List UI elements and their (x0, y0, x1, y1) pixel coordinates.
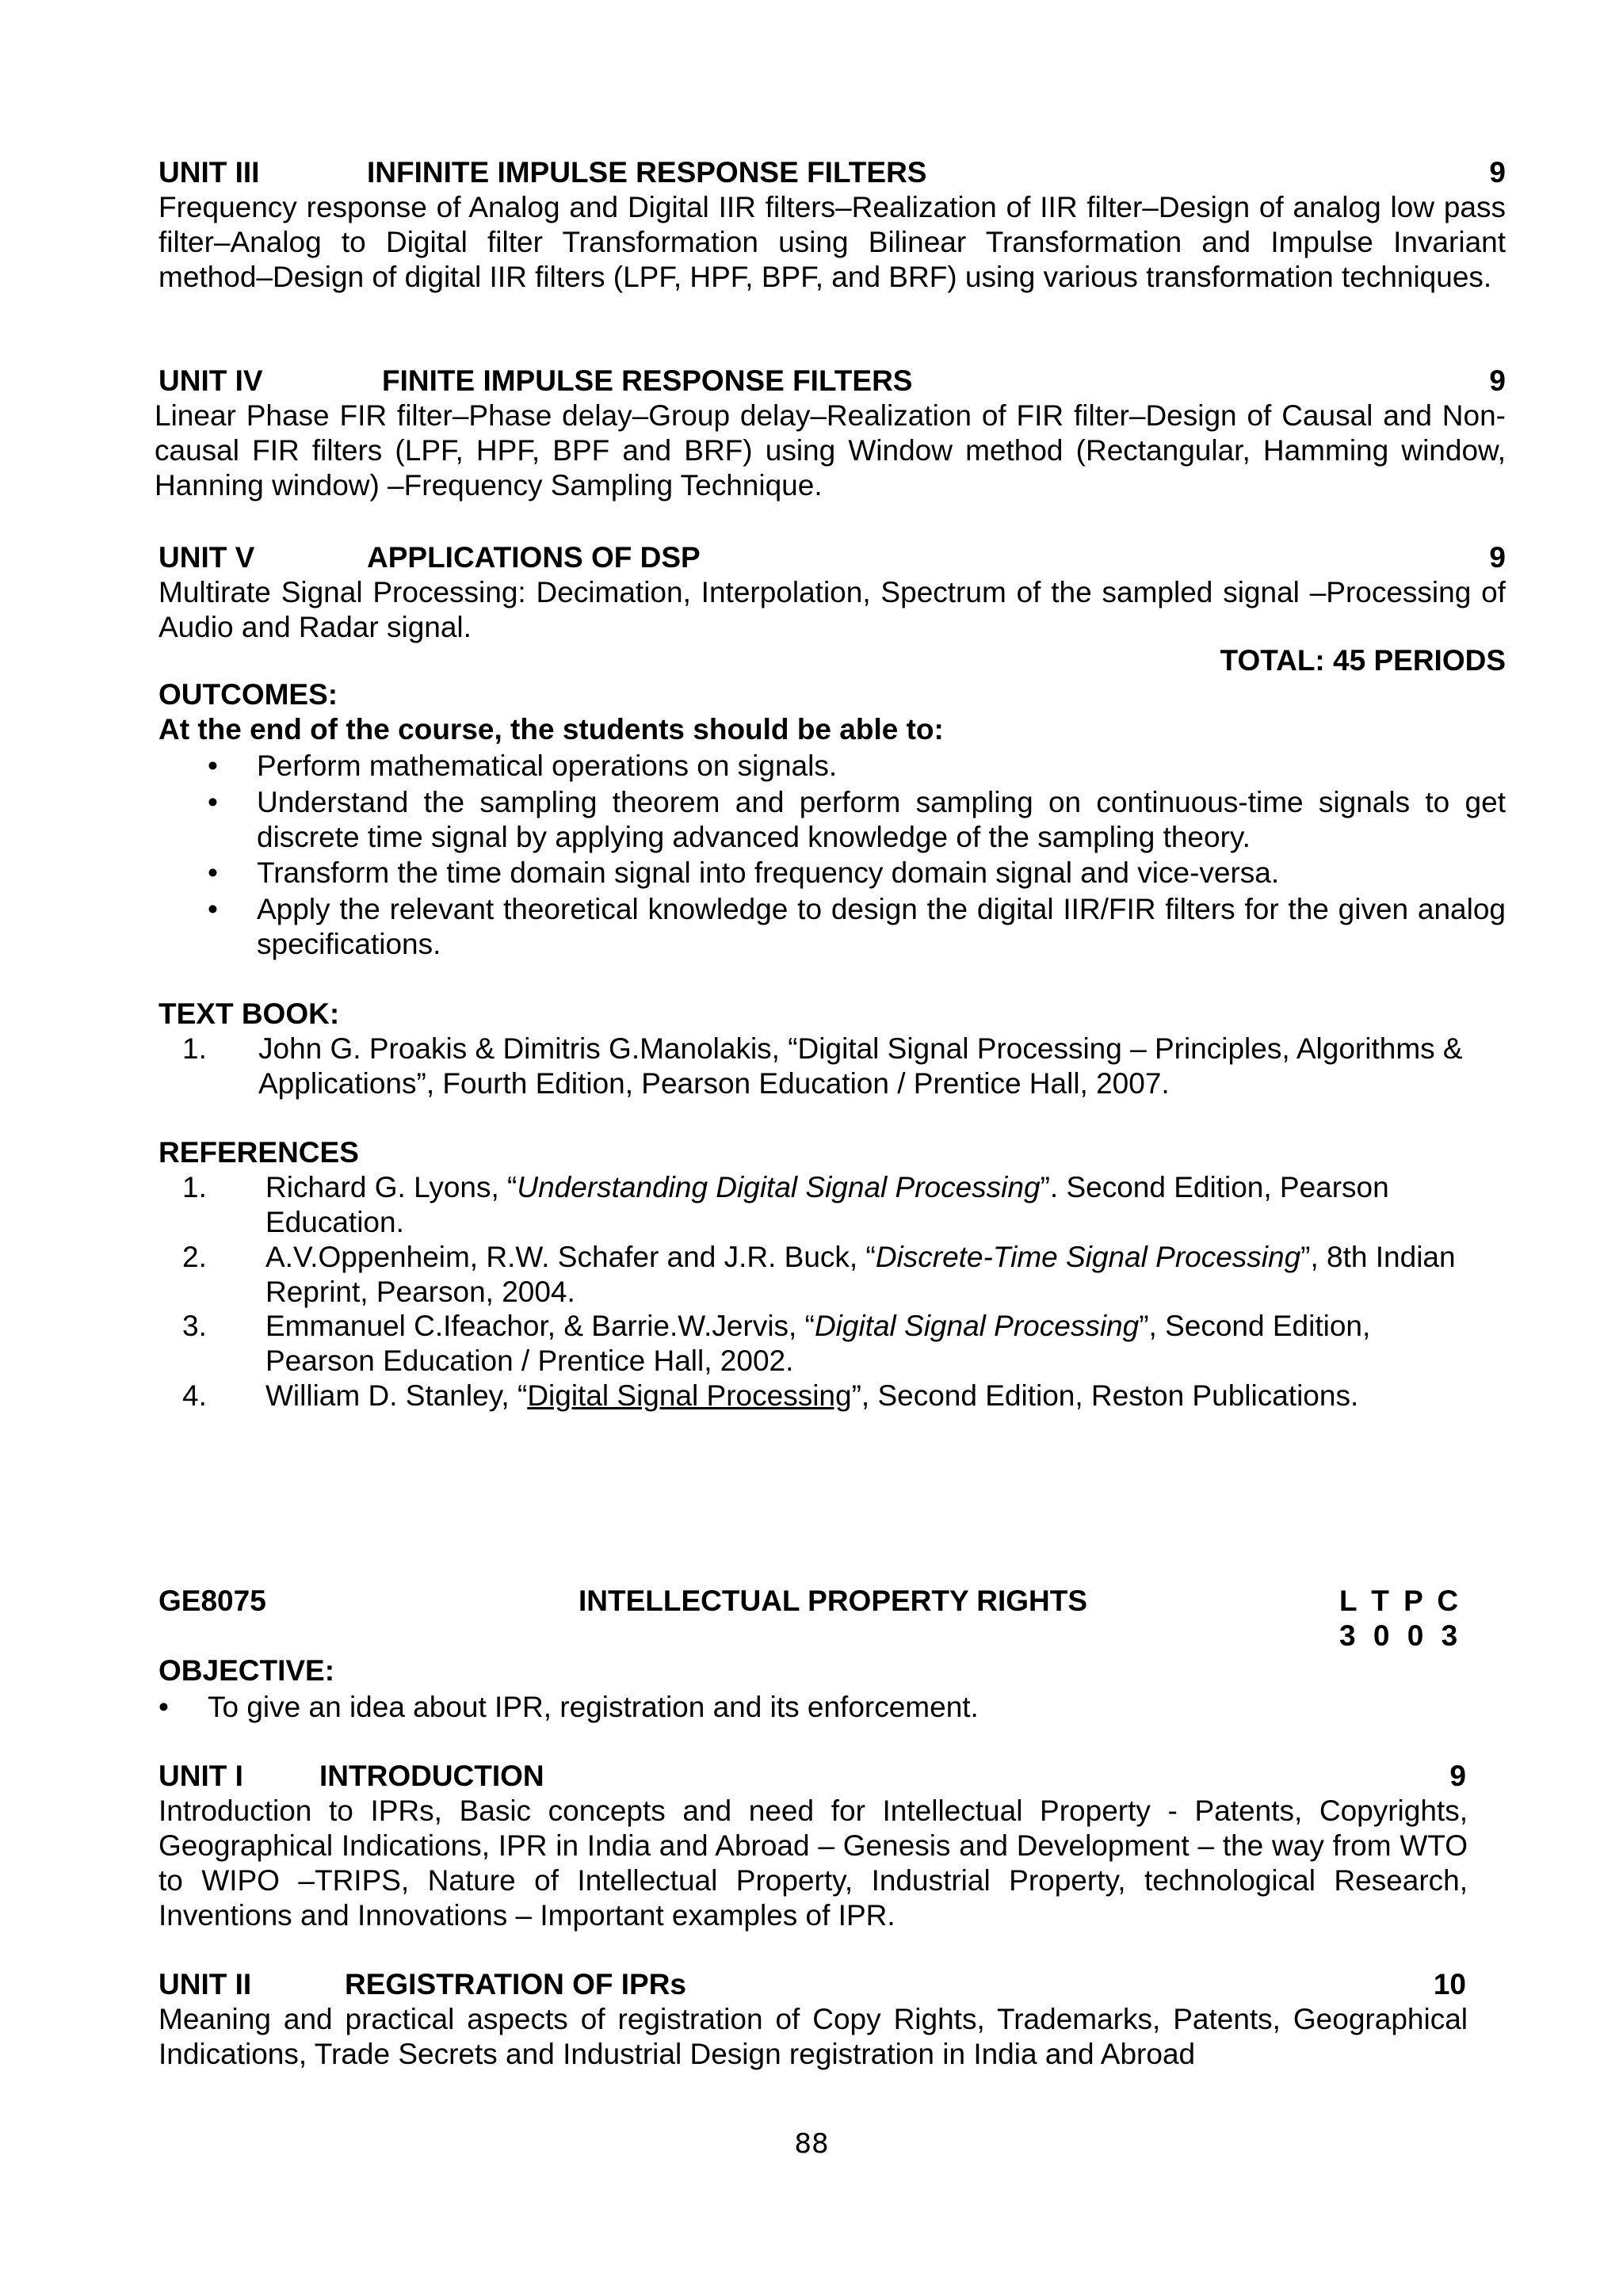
outcome-item: • Understand the sampling theorem and perform sampling on continuous-time signals to get discrete time signal by applying advanced knowledge of the sampling theory. (208, 786, 1506, 853)
outcomes-intro: At the end of the course, the students should be able to: (158, 713, 944, 746)
ipr-unit1-hours: 9 (1449, 1760, 1466, 1792)
bullet-icon: • (208, 786, 218, 818)
unit4-title: FINITE IMPULSE RESPONSE FILTERS (382, 364, 913, 397)
list-number: 1. (182, 1032, 207, 1065)
page-number: 88 (794, 2128, 829, 2160)
course-code: GE8075 (158, 1585, 266, 1617)
unit5-title: APPLICATIONS OF DSP (367, 541, 701, 574)
ltpc-values: 3 0 0 3 (1339, 1619, 1458, 1652)
outcome-item: • Perform mathematical operations on signals. (208, 749, 838, 782)
list-number: 3. (182, 1310, 207, 1342)
list-number: 4. (182, 1379, 207, 1412)
reference-title: Understanding Digital Signal Processing (517, 1171, 1041, 1203)
bullet-icon: • (158, 1691, 169, 1723)
unit5-hours: 9 (1489, 541, 1506, 574)
reference-item: 4. William D. Stanley, “Digital Signal Processing”, Second Edition, Reston Publications. (182, 1379, 1359, 1412)
unit3-hours: 9 (1489, 156, 1506, 189)
ltpc-header: L T P C (1339, 1585, 1459, 1617)
reference-item: 3. Emmanuel C.Ifeachor, & Barrie.W.Jervis, “Digital Signal Processing”, Second Edition, Pearson Education / Prentice Hall, 2002. (182, 1310, 1371, 1377)
bullet-icon: • (208, 893, 218, 925)
references-heading: REFERENCES (158, 1136, 359, 1169)
course-title: INTELLECTUAL PROPERTY RIGHTS (579, 1585, 1088, 1617)
ipr-unit2-description: Meaning and practical aspects of registration of Copy Rights, Trademarks, Patents, Geographical Indications, Trade Secrets and Industrial Design registration in India and Abroad (158, 2003, 1468, 2070)
ipr-unit2-title: REGISTRATION OF IPRs (345, 1968, 687, 2000)
unit3-title: INFINITE IMPULSE RESPONSE FILTERS (367, 156, 927, 189)
unit3-description: Frequency response of Analog and Digital IIR filters–Realization of IIR filter–Design of analog low pass filter–Analog to Digital filter Transformation using Bilinear Transformation and Impulse Invariant method–Design of digital IIR filters (LPF, HPF, BPF, and BRF) using various transformation techniques. (158, 191, 1506, 293)
outcome-item: • Transform the time domain signal into frequency domain signal and vice-versa. (208, 856, 1280, 889)
unit4-description: Linear Phase FIR filter–Phase delay–Group delay–Realization of FIR filter–Design of Causal and Non-causal FIR filters (LPF, HPF, BPF and BRF) using Window method (Rectangular, Hamming window, Hanning window) –Frequency Sampling Technique. (155, 399, 1506, 502)
textbook-heading: TEXT BOOK: (158, 997, 340, 1030)
ipr-unit2-label: UNIT II (158, 1968, 252, 2000)
ipr-unit1-description: Introduction to IPRs, Basic concepts and need for Intellectual Property - Patents, Copyrights, Geographical Indications, IPR in India and Abroad – Genesis and Development – the way from WTO to WIPO –TRIPS, Nature of Intellectual Property, Industrial Property, technological Research, Inventions and Innovations – Important examples of IPR. (158, 1794, 1468, 1932)
reference-item: 2. A.V.Oppenheim, R.W. Schafer and J.R. Buck, “Discrete-Time Signal Processing”, 8th Indian Reprint, Pearson, 2004. (182, 1241, 1456, 1308)
unit5-description: Multirate Signal Processing: Decimation, Interpolation, Spectrum of the sampled signal –Processing of Audio and Radar signal. (158, 576, 1506, 643)
ipr-unit1-title: INTRODUCTION (319, 1760, 544, 1792)
list-number: 2. (182, 1241, 207, 1273)
outcome-item: • Apply the relevant theoretical knowledge to design the digital IIR/FIR filters for the given analog specifications. (208, 893, 1506, 960)
ipr-unit2-hours: 10 (1433, 1968, 1466, 2000)
unit5-label: UNIT V (158, 541, 255, 574)
total-periods: TOTAL: 45 PERIODS (1220, 644, 1506, 677)
reference-item: 1. Richard G. Lyons, “Understanding Digital Signal Processing”. Second Edition, Pearson Education. (182, 1171, 1389, 1238)
reference-title: Discrete-Time Signal Processing (875, 1241, 1301, 1273)
unit3-label: UNIT III (158, 156, 260, 189)
ipr-unit1-label: UNIT I (158, 1760, 243, 1792)
bullet-icon: • (208, 856, 218, 889)
textbook-item: 1. John G. Proakis & Dimitris G.Manolakis, “Digital Signal Processing – Principles, Algorithms & Applications”, Fourth Edition, Pearson Education / Prentice Hall, 2007. (182, 1032, 1463, 1100)
unit4-hours: 9 (1489, 364, 1506, 397)
unit4-label: UNIT IV (158, 364, 263, 397)
reference-title: Digital Signal Processing (814, 1310, 1140, 1342)
reference-title: Digital Signal Processing (527, 1379, 852, 1412)
list-number: 1. (182, 1171, 207, 1203)
objective-heading: OBJECTIVE: (158, 1654, 335, 1687)
bullet-icon: • (208, 749, 218, 782)
outcomes-heading: OUTCOMES: (158, 678, 338, 711)
objective-item: • To give an idea about IPR, registration and its enforcement. (158, 1691, 979, 1723)
